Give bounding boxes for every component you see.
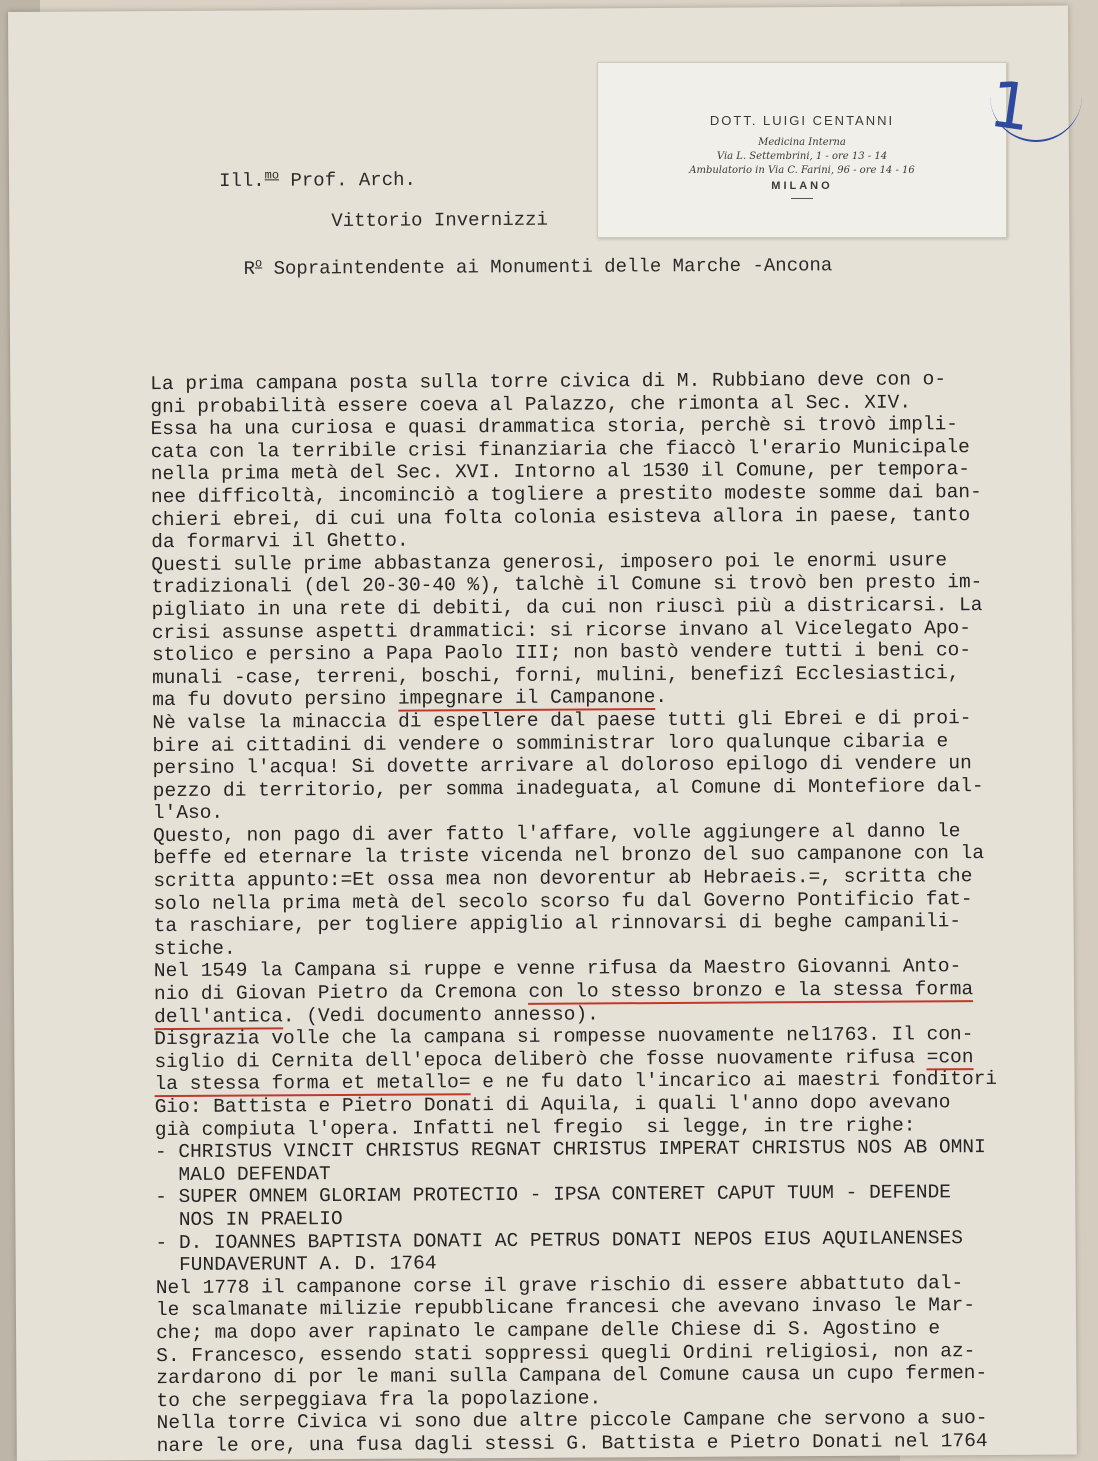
- card-doctor-name: DOTT. LUIGI CENTANNI: [709, 113, 895, 128]
- body-line: solo nella prima metà del secolo scorso fu dal Governo Pontificio fat-: [153, 887, 973, 915]
- body-line: Questi sulle prime abbastanza generosi, imposero poi le enormi usure: [151, 549, 948, 576]
- body-line: nare le ore, una fusa dagli stessi G. Battista e Pietro Donati nel 1764: [156, 1429, 988, 1458]
- body-line: MALO DEFENDAT: [155, 1162, 331, 1186]
- body-line: nella prima metà del Sec. XVI. Intorno al 1530 il Comune, per tempora-: [150, 458, 971, 486]
- body-line: La prima campana posta sulla torre civica di M. Rubbiano deve con o-: [150, 368, 947, 396]
- body-line: ma fu dovuto persino impegnare il Campanone.: [152, 686, 668, 712]
- body-line: to che serpeggiava fra la popolazione.: [156, 1387, 602, 1412]
- body-line: nee difficoltà, incominciò a togliere a prestito modeste somme dai ban-: [150, 481, 982, 509]
- body-line: Nella torre Civica vi sono due altre piccole Campane che servono a suo-: [156, 1407, 988, 1435]
- body-line: Nel 1778 il campanone corse il grave rischio di essere abbattuto dal-: [155, 1271, 964, 1299]
- body-line: da formarvi il Ghetto.: [151, 529, 409, 554]
- recipient-name: Vittorio Invernizzi: [331, 208, 548, 233]
- body-line: persino l'acqua! Si dovette arrivare al doloroso epilogo di vendere un: [152, 752, 972, 780]
- handwritten-page-number: 1: [985, 67, 1036, 147]
- business-card: [597, 62, 1007, 238]
- body-line: beffe ed eternare la triste vicenda nel bronzo del suo campanone con la: [153, 842, 985, 870]
- body-line: Disgrazia volle che la campana si rompesse nuovamente nel1763. Il con-: [154, 1023, 974, 1051]
- letter-body: [150, 368, 1067, 1458]
- body-line: cata con la terribile crisi finanziaria che fiaccò l'erario Municipale: [150, 435, 970, 463]
- body-line: Nè valse la minaccia di espellere dal paese tutti gli Ebrei e di proi-: [152, 707, 972, 735]
- body-line: che; ma dopo aver rapinato le campane delle Chiese di S. Agostino e: [156, 1317, 941, 1345]
- body-line: pezzo di territorio, per somma inadeguata, al Comune di Montefiore dal-: [152, 774, 984, 802]
- body-line: Questo, non pago di aver fatto l'affare, volle aggiungere al danno le: [152, 820, 961, 848]
- body-line: bire ai cittadini di vendere o somministrar loro qualunque cibaria e: [152, 729, 949, 757]
- body-line: - D. IOANNES BAPTISTA DONATI AC PETRUS DONATI NEPOS EIUS AQUILANENSES: [155, 1226, 964, 1254]
- body-line: già compiuta l'opera. Infatti nel fregio si legge, in tre righe:: [154, 1114, 916, 1141]
- body-line: FUNDAVERUNT A. D. 1764: [155, 1252, 437, 1277]
- body-line: le scalmanate milizie repubblicane francesi che avevano invaso le Mar-: [155, 1294, 976, 1322]
- body-line: siglio di Cernita dell'epoca deliberò che fosse nuovamente rifusa =con: [154, 1045, 974, 1073]
- body-line: Nel 1549 la Campana si ruppe e venne rifusa da Maestro Giovanni Anto-: [153, 955, 962, 983]
- body-line: crisi assunse aspetti drammatici: si ricorse invano al Vicelegato Apo-: [151, 616, 971, 644]
- body-line: ta raschiare, per togliere appiglio al rinnovarsi di beghe campanili-: [153, 910, 962, 938]
- body-line: stolico e persino a Papa Paolo III; non bastò vendere tutti i beni co-: [151, 639, 972, 667]
- body-line: chieri ebrei, di cui una folta colonia esisteva allora in paese, tanto: [151, 503, 971, 531]
- card-address-1: Via L. Settembrini, 1 - ore 13 - 14: [716, 151, 888, 162]
- salutation-line: Ill.$^{mo}$ Prof. Arch.: [218, 168, 416, 193]
- body-line: Essa ha una curiosa e quasi drammatica storia, perchè si trovò impli-: [150, 413, 959, 441]
- body-line: dell'antica. (Vedi documento annesso).: [154, 1003, 599, 1028]
- body-line: S. Francesco, essendo stati soppressi quegli Ordini religiosi, non az-: [156, 1339, 976, 1367]
- body-line: l'Aso.: [152, 801, 224, 825]
- body-line: zardarono di por le mani sulla Campana del Comune causa un cupo fermen-: [156, 1362, 988, 1390]
- body-line: Gio: Battista e Pietro Donati di Aquila, i quali l'anno dopo avevano: [154, 1091, 951, 1119]
- card-city: MILANO: [771, 180, 833, 192]
- card-address-2: Ambulatorio in Via C. Farini, 96 - ore 14 - 16: [689, 165, 915, 176]
- body-line: gni probabilità essere coeva al Palazzo, che rimonta al Sec. XIV.: [150, 391, 912, 418]
- recipient-title: $R^o$ Sopraintendente ai Monumenti delle Marche -Ancona: [243, 254, 833, 280]
- body-line: - CHRISTUS VINCIT CHRISTUS REGNAT CHRISTUS IMPERAT CHRISTUS NOS AB OMNI: [154, 1136, 986, 1164]
- card-rule: [791, 198, 813, 199]
- body-line: munali -case, terreni, boschi, forni, mulini, benefizî Ecclesiastici,: [152, 661, 960, 689]
- body-line: nio di Giovan Pietro da Cremona con lo stesso bronzo e la stessa forma: [153, 978, 974, 1006]
- body-line: - SUPER OMNEM GLORIAM PROTECTIO - IPSA CONTERET CAPUT TUUM - DEFENDE: [155, 1181, 952, 1209]
- body-line: NOS IN PRAELIO: [155, 1207, 343, 1232]
- body-line: la stessa forma et metallo= e ne fu dato l'incarico ai maestri fonditori: [154, 1068, 998, 1096]
- body-line: stiche.: [153, 937, 236, 960]
- body-line: pigliato in una rete di debiti, da cui non riuscì più a districarsi. La: [151, 593, 983, 622]
- body-line: tradizionali (del 20-30-40 %), talchè il Comune si trovò ben presto im-: [151, 571, 983, 599]
- body-line: scritta appunto:=Et ossa mea non devorentur ab Hebraeis.=, scritta che: [153, 865, 973, 893]
- card-specialty: Medicina Interna: [758, 137, 846, 148]
